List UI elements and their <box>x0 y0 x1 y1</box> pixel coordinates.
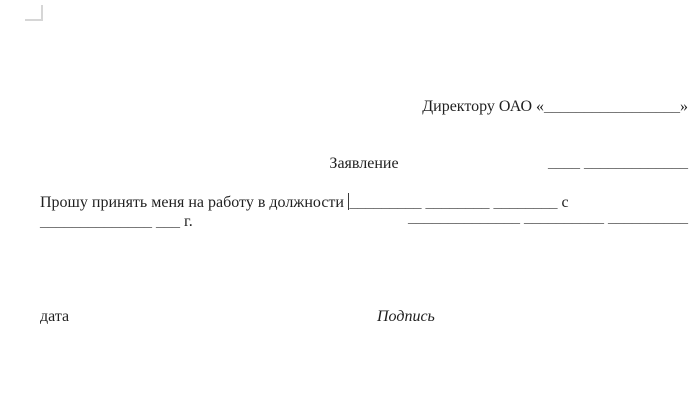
date-label: дата <box>40 308 70 325</box>
addressee-blank-line-3[interactable]: ______________ __________ __________ <box>408 209 688 226</box>
request-text: Прошу принять меня на работу в должности <box>40 194 348 211</box>
year-suffix-text: г. <box>180 213 193 230</box>
addressee-blank-field[interactable]: _________________ <box>544 98 680 115</box>
position-blank-field[interactable]: _________ ________ ________ <box>349 194 558 211</box>
addressee-text: Директору ОАО « <box>422 98 544 115</box>
page-margin-corner-icon <box>25 5 43 21</box>
date-blank-field[interactable]: ______________ ___ <box>40 213 180 230</box>
application-paragraph[interactable] <box>40 193 700 231</box>
conjunction-text: с <box>557 194 569 211</box>
addressee-blank-line-2[interactable]: ____ _____________ <box>548 153 688 171</box>
addressee-line <box>408 98 688 117</box>
addressee-close-quote: » <box>680 98 688 115</box>
signature-label: Подпись <box>377 308 435 325</box>
document-title: Заявление <box>329 155 399 172</box>
